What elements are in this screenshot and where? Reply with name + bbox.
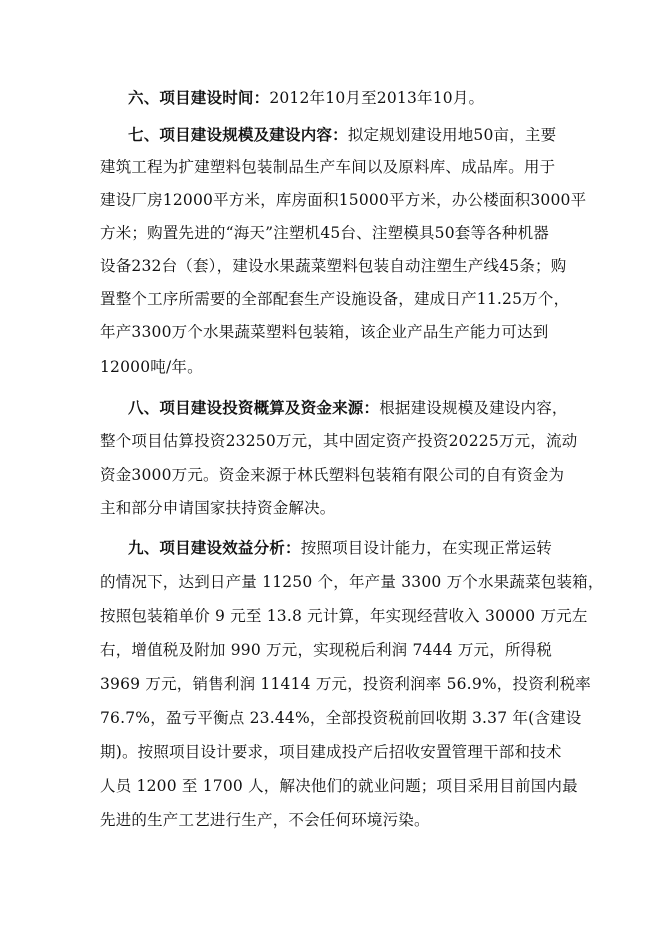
section-seven-line-1 (128, 125, 556, 145)
section-nine-line-9: 先进的生产工艺进行生产，不会任何环境污染。 (100, 811, 430, 829)
section-seven-line-5: 设备232台（套），建设水果蔬菜塑料包装自动注塑生产线45条；购 (100, 257, 567, 275)
section-nine-line-7: 期)。按照项目设计要求，项目建成投产后招收安置管理干部和技术 (100, 743, 562, 761)
section-eight-line-3: 资金3000万元。资金来源于林氏塑料包装箱有限公司的自有资金为 (100, 466, 565, 484)
section-nine-heading: 九、项目建设效益分析： (128, 538, 301, 557)
section-six-line-1 (128, 88, 484, 108)
section-seven-text: 拟定规划建设用地50亩，主要 (347, 126, 557, 144)
section-seven-heading: 七、项目建设规模及建设内容： (128, 125, 348, 144)
section-eight-line-1 (128, 398, 568, 418)
section-six-heading: 六、项目建设时间： (128, 88, 270, 107)
section-nine-line-3: 按照包装箱单价 9 元至 13.8 元计算，年实现经营收入 30000 万元左 (100, 607, 588, 625)
section-seven-line-6: 置整个工序所需要的全部配套生产设施设备，建成日产11.25万个， (100, 290, 570, 308)
section-nine-line-6: 76.7%，盈亏平衡点 23.44%，全部投资税前回收期 3.37 年(含建设 (100, 709, 582, 727)
section-seven-line-8: 12000吨/年。 (100, 358, 203, 376)
section-eight-line-2: 整个项目估算投资23250万元，其中固定资产投资20225万元，流动 (100, 432, 578, 450)
section-seven-line-2: 建筑工程为扩建塑料包装制品生产车间以及原料库、成品库。用于 (100, 158, 556, 176)
section-seven-line-4: 方米；购置先进的“海天”注塑机45台、注塑模具50套等各种机器 (100, 224, 549, 242)
section-nine-text: 按照项目设计能力，在实现正常运转 (300, 539, 552, 557)
section-nine-line-4: 右，增值税及附加 990 万元，实现税后利润 7444 万元，所得税 (100, 641, 553, 659)
section-nine-line-8: 人员 1200 至 1700 人，解决他们的就业问题；项目采用目前国内最 (100, 777, 578, 795)
section-nine-line-2: 的情况下，达到日产量 11250 个，年产量 3300 万个水果蔬菜包装箱， (100, 573, 604, 591)
section-six-text: 2012年10月至2013年10月。 (269, 89, 485, 107)
section-nine-line-5: 3969 万元，销售利润 11414 万元，投资利润率 56.9%，投资利税率 (100, 675, 592, 693)
section-eight-line-4: 主和部分申请国家扶持资金解决。 (100, 499, 336, 517)
section-eight-text: 根据建设规模及建设内容， (379, 399, 568, 417)
section-nine-line-1 (128, 538, 552, 558)
section-eight-heading: 八、项目建设投资概算及资金来源： (128, 398, 380, 417)
section-seven-line-3: 建设厂房12000平方米，库房面积15000平方米，办公楼面积3000平 (100, 191, 587, 209)
section-seven-line-7: 年产3300万个水果蔬菜塑料包装箱，该企业产品生产能力可达到 (100, 323, 549, 341)
